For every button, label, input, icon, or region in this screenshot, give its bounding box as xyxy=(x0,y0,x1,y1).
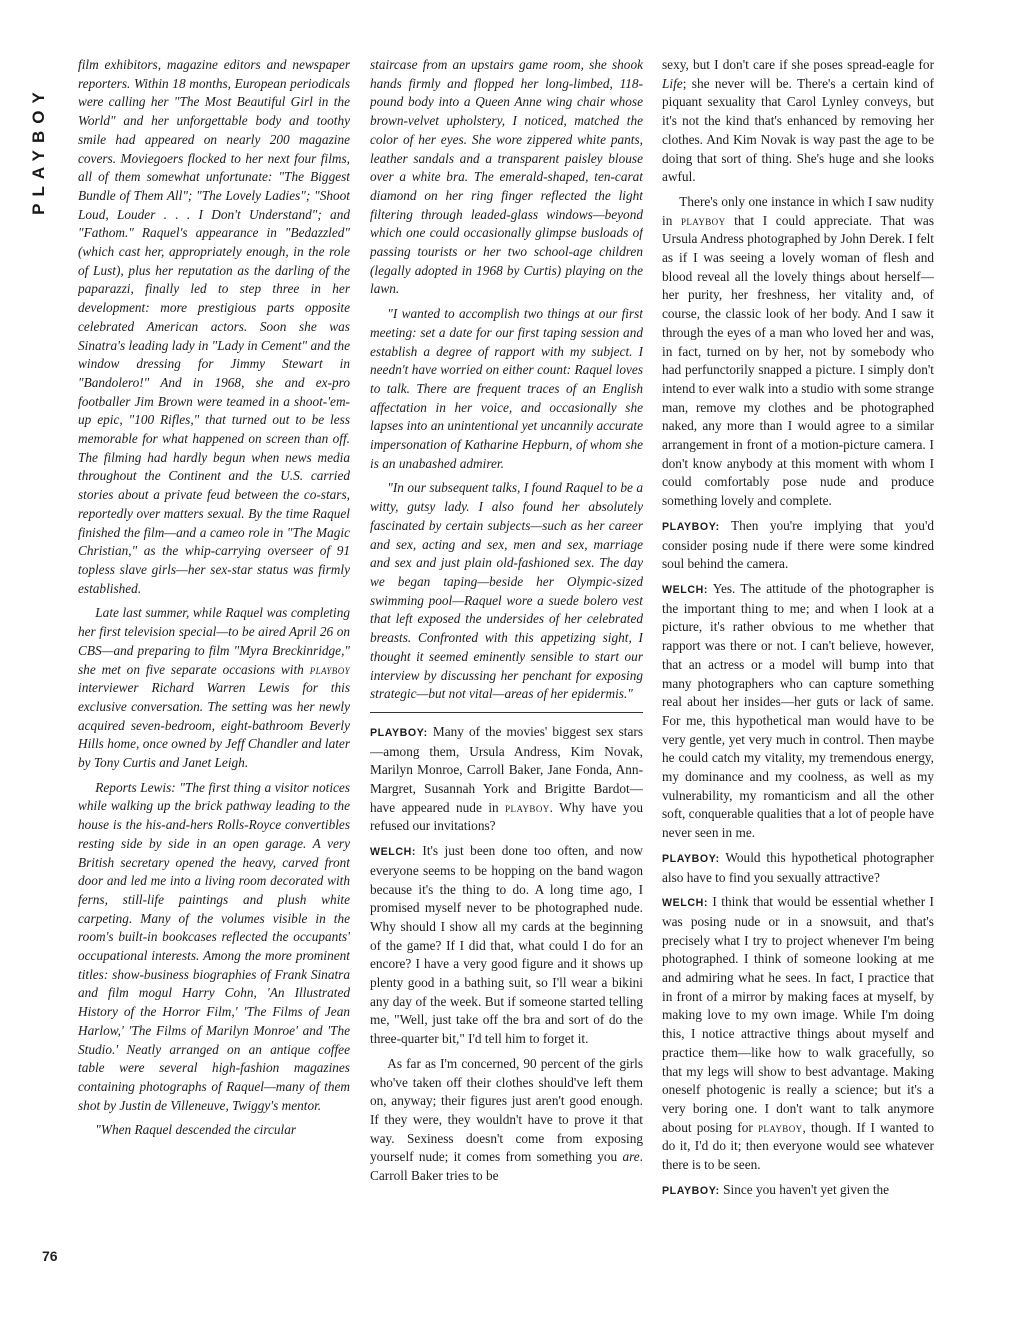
speaker-label: PLAYBOY: xyxy=(662,520,720,533)
answer-paragraph xyxy=(370,842,643,1049)
intro-paragraph: "When Raquel descended the circular xyxy=(95,1122,297,1138)
speaker-label: WELCH: xyxy=(662,897,708,910)
text-run: that I could appreciate. That was Ursula Andress photographed by John Derek. I felt as if I was seeing a lovely woman of flesh and blood reveal all the lovely things about herself—her purity, her freshness, her vitality and, of course, the classic look of her body. And I saw it through the eyes of a man who loved her and was, in fact, turned on by her, not by somebody who had perfunctorily snapped a picture. I simply don't intend to ever walk into a studio with some strange man, remove my clothes and be photographed naked, any more than I would agree to a similar arrangement in front of a motion-picture camera. I don't know anybody at this moment with whom I could comfortably pose nude and produce something lovely and complete. xyxy=(662,212,934,509)
answer-paragraph xyxy=(662,893,934,1175)
text-run: Since you haven't yet given the xyxy=(723,1181,890,1197)
intro-paragraph: Reports Lewis: "The first thing a visitor notices while walking up the brick pathway leading to the house is the his-and-hers Rolls-Royce convertibles resting side by side in an open garage. A very British secretary opened the heavy, carved front door and led me into a living room decorated with ferns, still-life paintings and plush white carpeting. Many of the volumes visible in the room's built-in bookcases reflected the occupants' occupational interests. Among the more prominent titles: show-business biographies of Frank Sinatra and film mogul Harry Cohn, 'An Illustrated History of the Horror Film,' 'The Films of Jean Harlow,' 'The Films of Marilyn Monroe' and 'The Studio.' Neatly arranged on an antique coffee table were several high-fashion magazines containing photographs of Raquel—many of them shot by Justin de Villeneuve, Twiggy's mentor. xyxy=(78,779,350,1113)
running-head xyxy=(22,60,56,240)
answer-paragraph xyxy=(662,56,934,187)
magazine-name: playboy xyxy=(758,1120,803,1135)
text-run: I think that would be essential whether I was posing nude or in a snowsuit, and that's precisely what I try to project whenever I'm being photographed. I think of someone looking at me and admiring what he sees. In fact, I practice that in front of a mirror by making faces at myself, by making love to my own image. While I'm doing this, I notice attractive things about myself and practice them—like how to walk gracefully, so that my legs will show to best advantage. Making oneself photogenic is really a science; but it's a very boring one. I don't want to talk anymore about posing for xyxy=(662,894,934,1135)
text-run: Late last summer, while Raquel was completing her first television special—to be aired April 26 on CBS—and preparing to film "Myra Breckinridge," she met on five separate occasions with xyxy=(78,605,350,677)
intro-paragraph: film exhibitors, magazine editors and newspaper reporters. Within 18 months, European periodicals were calling her "The Most Beautiful Girl in the World" and her unforgettable body and toothy smile had appeared on nearly 200 magazine covers. Moviegoers flocked to her next four films, all of them somewhat unfortunate: "The Biggest Bundle of Them All"; "The Lovely Ladies"; "Shoot Loud, Louder . . . I Don't Understand"; and "Fathom." Raquel's appearance in "Bedazzled" (which cast her, appropriately enough, in the role of Lust), plus her reputation as the darling of the paparazzi, finally led to step three in her development: more prestigious parts opposite celebrated American actors. Soon she was Sinatra's leading lady in "Lady in Cement" and the window dressing for Jimmy Stewart in "Bandolero!" And in 1968, she and ex-pro footballer Jim Brown were teamed in a shoot-'em-up epic, "100 Rifles," that turned out to be less memorable for what happened on screen than off. The filming had hardly begun when news media throughout the Continent and the U.S. carried stories about a private feud between the co-stars, reportedly over matters sexual. By the time Raquel finished the film—and a cameo role in "The Magic Christian," as the whip-carrying overseer of 91 topless slave girls—her sex-star status was firmly established. xyxy=(78,57,350,596)
magazine-name: playboy xyxy=(309,662,350,677)
text-run: As far as I'm concerned, 90 percent of the girls who've taken off their clothes should've left them on, anyway; their figures just aren't good enough. If they were, they wouldn't have to prove it that way. Sexiness doesn't come from exposing yourself nude; it comes from something you xyxy=(370,1055,643,1165)
speaker-label: PLAYBOY: xyxy=(662,852,720,865)
column-2 xyxy=(370,56,643,1312)
intro-paragraph: staircase from an upstairs game room, she shook hands firmly and flopped her long-limbed, 118-pound body into a Queen Anne wing chair whose brown-velvet upholstery, I noticed, matched the color of her eyes. She wore zippered white pants, leather sandals and a transparent paisley blouse over a white bra. The emerald-shaped, ten-carat diamond on her ring finger reflected the light filtering through leaded-glass windows—beyond which one could occasionally glimpse busloads of passing tourists or her two school-age children (legally adopted in 1968 by Curtis) playing on the lawn. xyxy=(370,57,643,297)
question-paragraph xyxy=(370,723,643,836)
question-paragraph xyxy=(662,1181,934,1201)
answer-paragraph xyxy=(662,193,934,511)
question-paragraph xyxy=(662,517,934,574)
answer-paragraph xyxy=(370,1055,643,1186)
page-number: 76 xyxy=(42,1248,58,1264)
magazine-name: playboy xyxy=(681,213,726,228)
text-run: . Why have you refused our invitations? xyxy=(370,799,643,834)
text-run: Would this hypothetical photographer also have to find you sexually attractive? xyxy=(662,849,934,885)
column-1 xyxy=(78,56,350,1312)
text-run: Many of the movies' biggest sex stars—among them, Ursula Andress, Kim Novak, Marilyn Monroe, Carroll Baker, Jane Fonda, Ann-Margret, Susannah York and Brigitte Bardot—have appeared nude in xyxy=(370,723,643,815)
intro-paragraph xyxy=(78,604,350,772)
running-head-text: PLAYBOY xyxy=(29,85,48,215)
text-run: Then you're implying that you'd consider posing nude if there were some kindred soul behind the camera. xyxy=(662,517,934,572)
speaker-label: WELCH: xyxy=(370,846,416,859)
magazine-name: playboy xyxy=(505,800,550,815)
text-run: It's just been done too often, and now everyone seems to be hopping on the band wagon because it's the thing to do. A long time ago, I promised myself never to be photographed nude. Why should I show all my cards at the beginning of the game? If I did that, what could I do for an encore? I have a very good figure and it shows up plenty good in a bathing suit, so I'll wear a bikini any day of the week. But if someone started telling me, "Well, just take off the bra and sort of do the three-quarter bit," I'd tell him to forget it. xyxy=(370,843,643,1047)
emphasis: are xyxy=(622,1149,640,1165)
text-run: . Carroll Baker tries to be xyxy=(370,1149,643,1184)
text-run: There's only one instance in which I saw nudity in xyxy=(662,193,934,228)
question-paragraph xyxy=(662,849,934,887)
speaker-label: PLAYBOY: xyxy=(662,1184,720,1197)
text-run: ; she never will be. There's a certain kind of piquant sexuality that Carol Lynley conveys, but it's not the kind that's enhanced by removing her clothes. And Kim Novak is way past the age to be doing that sort of thing. She's huge and she looks awful. xyxy=(662,75,934,185)
answer-paragraph xyxy=(662,580,934,843)
text-run: sexy, but I don't care if she poses spread-eagle for xyxy=(662,57,934,72)
text-run: interviewer Richard Warren Lewis for this exclusive conversation. The setting was her newly acquired seven-bedroom, eight-bathroom Beverly Hills home, once owned by Jeff Chandler and later by Tony Curtis and Janet Leigh. xyxy=(78,680,350,771)
column-3 xyxy=(662,56,934,1312)
text-run: , though. If I wanted to do it, I'd do it; then everyone would see whatever there is to be seen. xyxy=(662,1119,934,1173)
intro-paragraph: "I wanted to accomplish two things at our first meeting: set a date for our first taping session and establish a degree of rapport with my subject. I needn't have worried on either count: Raquel loves to talk. There are frequent traces of an English affectation in her voice, and occasionally she lapses into an unintentional yet uncannily accurate impersonation of Katharine Hepburn, of whom she is an unabashed admirer. xyxy=(370,306,643,471)
section-divider xyxy=(370,712,643,713)
speaker-label: PLAYBOY: xyxy=(370,726,428,739)
emphasis: Life xyxy=(662,75,683,91)
speaker-label: WELCH: xyxy=(662,583,708,596)
intro-paragraph: "In our subsequent talks, I found Raquel to be a witty, gutsy lady. I also found her absolutely fascinated by certain subjects—such as her career and sex, acting and sex, men and sex, marriage and sex and just plain old-fashioned sex. The day we began taping—beside her Olympic-sized swimming pool—Raquel wore a suede bolero vest that left exposed the undersides of her celebrated breasts. Confronted with this appetizing sight, I thought it seemed eminently sensible to start our interview by discussing her penchant for exposing strategic—but not vital—areas of her epidermis." xyxy=(370,480,643,702)
text-run: Yes. The attitude of the photographer is the important thing to me; and when I look at a picture, it's rather obvious to me whether that rapport was there or not. I can't believe, however, that an actress or a model will bump into that many photographers who can capture something real about her insides—her guts or lack of same. For me, this hypothetical man would have to be very gentle, yet very much in control. Then maybe he could catch my vitality, my tremendous energy, my dominance and my coolness, as well as my vulnerability, my romanticism and all the other soft, conquerable qualities that a lot of people have never seen in me. xyxy=(662,580,934,841)
